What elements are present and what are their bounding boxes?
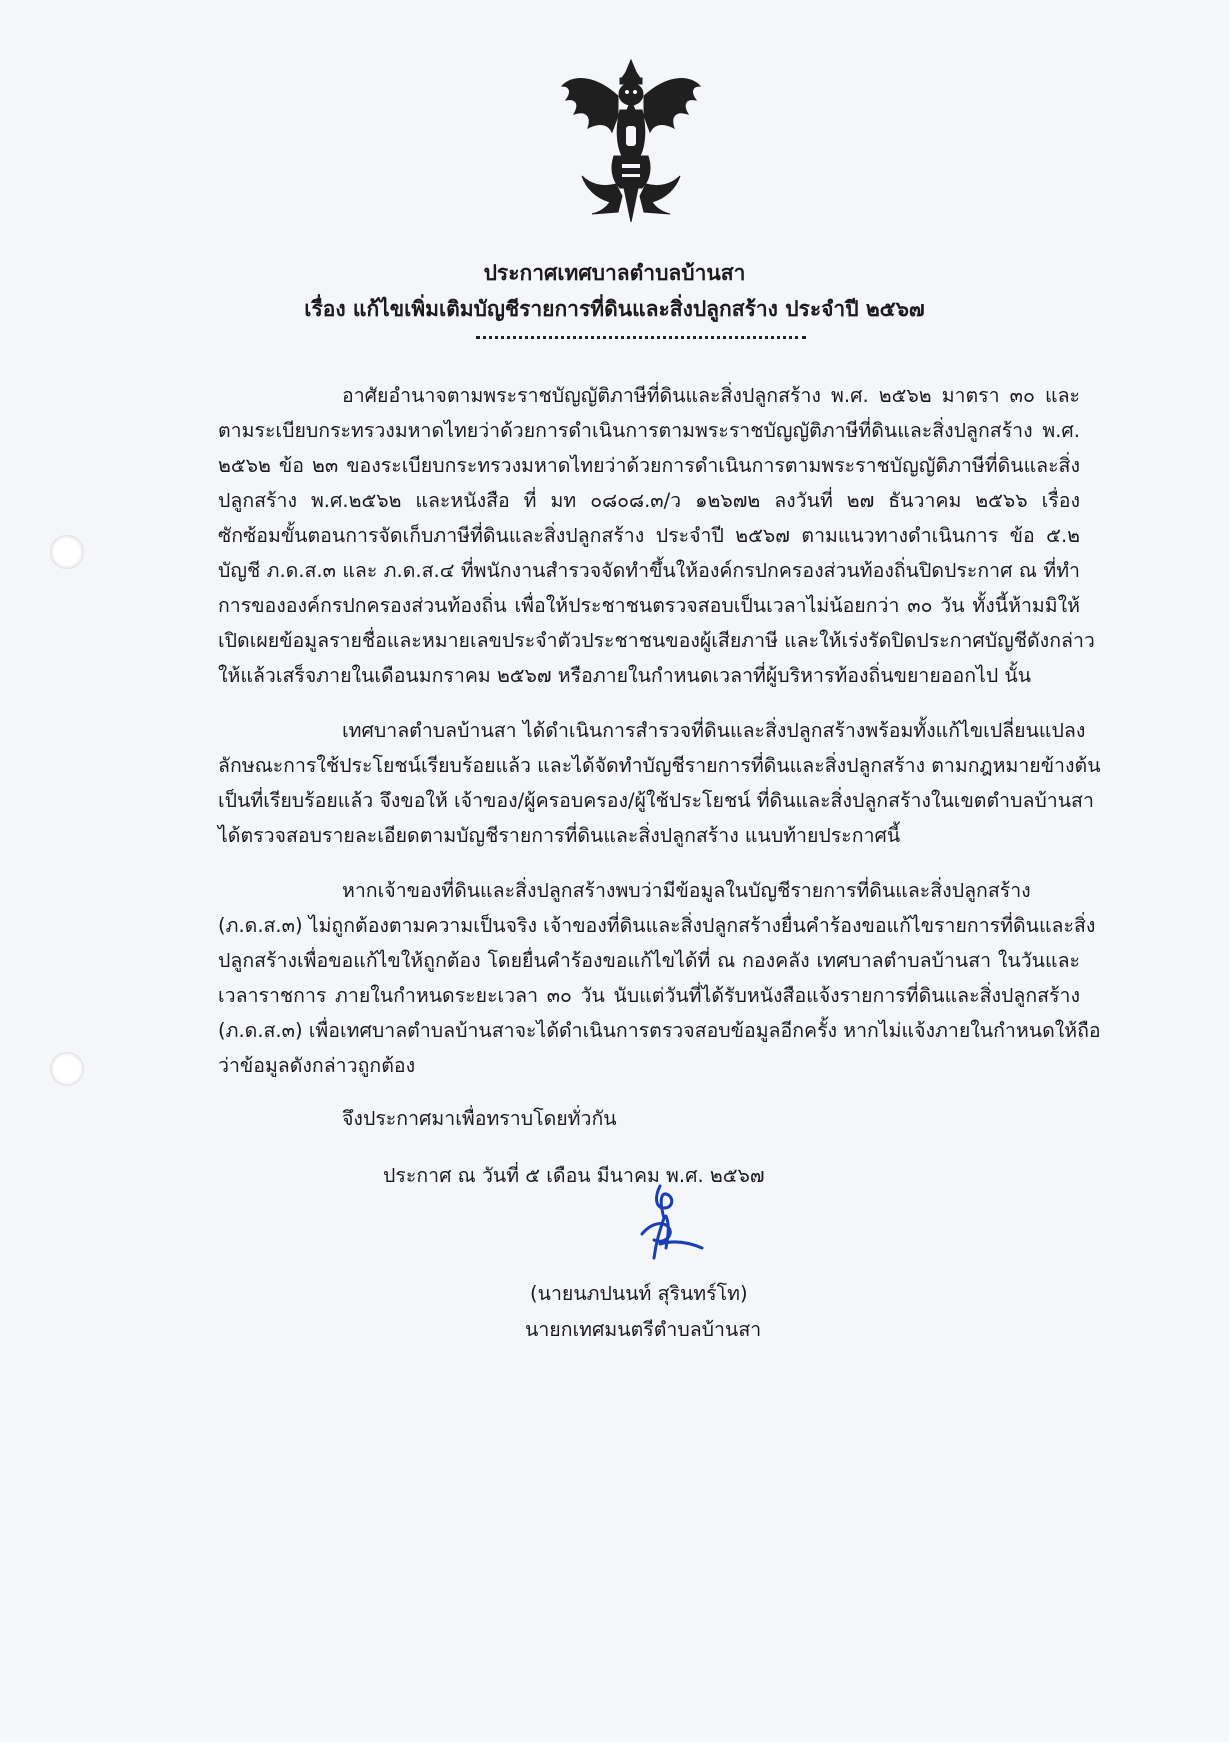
- announcement-subject: เรื่อง แก้ไขเพิ่มเติมบัญชีรายการที่ดินและสิ่งปลูกสร้าง ประจำปี ๒๕๖๗: [304, 297, 925, 321]
- paragraph-line: (ภ.ด.ส.๓) ไม่ถูกต้องตามความเป็นจริง เจ้าของที่ดินและสิ่งปลูกสร้างยื่นคำร้องขอแก้ไขรายการที่ดินและสิ่ง: [218, 914, 1096, 937]
- paragraph-line: เป็นที่เรียบร้อยแล้ว จึงขอให้ เจ้าของ/ผู้ครอบครอง/ผู้ใช้ประโยชน์ ที่ดินและสิ่งปลูกสร้างในเขตตำบลบ้านสา: [218, 789, 1094, 812]
- paragraph-line: ตามระเบียบกระทรวงมหาดไทยว่าด้วยการดำเนินการตามพระราชบัญญัติภาษีที่ดินและสิ่งปลูกสร้าง พ.ศ.: [218, 419, 1080, 442]
- paragraph-survey: [218, 713, 1101, 853]
- paragraph-line: เวลาราชการ ภายในกำหนดระยะเวลา ๓๐ วัน นับแต่วันที่ได้รับหนังสือแจ้งรายการที่ดินและสิ่งปลูกสร้าง: [218, 984, 1080, 1007]
- paragraph-line: ว่าข้อมูลดังกล่าวถูกต้อง: [218, 1054, 416, 1077]
- paragraph-line: หากเจ้าของที่ดินและสิ่งปลูกสร้างพบว่ามีข้อมูลในบัญชีรายการที่ดินและสิ่งปลูกสร้าง: [342, 879, 1031, 902]
- paragraph-line: ซักซ้อมขั้นตอนการจัดเก็บภาษีที่ดินและสิ่งปลูกสร้าง ประจำปี ๒๕๖๗ ตามแนวทางดำเนินการ ข้อ ๕.๒: [218, 524, 1080, 547]
- closing-statement: จึงประกาศมาเพื่อทราบโดยทั่วกัน: [342, 1107, 617, 1130]
- announcement-date: ประกาศ ณ วันที่ ๕ เดือน มีนาคม พ.ศ. ๒๕๖๗: [383, 1164, 765, 1187]
- punch-hole-bottom: [50, 1052, 84, 1086]
- paragraph-line: ปลูกสร้าง พ.ศ.๒๕๖๒ และหนังสือ ที่ มท ๐๘๐๘.๓/ว ๑๒๖๗๒ ลงวันที่ ๒๗ ธันวาคม ๒๕๖๖ เรื่อง: [218, 489, 1080, 512]
- punch-hole-top: [50, 535, 84, 569]
- paragraph-objection: [218, 873, 1101, 1083]
- paragraph-line: ๒๕๖๒ ข้อ ๒๓ ของระเบียบกระทรวงมหาดไทยว่าด้วยการดำเนินการตามพระราชบัญญัติภาษีที่ดินและสิ่ง: [218, 454, 1080, 477]
- signer-name: (นายนภปนนท์ สุรินทร์โท): [530, 1282, 748, 1305]
- paragraph-line: อาศัยอำนาจตามพระราชบัญญัติภาษีที่ดินและสิ่งปลูกสร้าง พ.ศ. ๒๕๖๒ มาตรา ๓๐ และ: [342, 384, 1080, 407]
- title-divider: [476, 336, 806, 339]
- announcement-title: ประกาศเทศบาลตำบลบ้านสา: [483, 261, 746, 285]
- paragraph-line: เปิดเผยข้อมูลรายชื่อและหมายเลขประจำตัวประชาชนของผู้เสียภาษี และให้เร่งรัดปิดประกาศบัญชีดังกล่าว: [218, 629, 1095, 652]
- paragraph-line: (ภ.ด.ส.๓) เพื่อเทศบาลตำบลบ้านสาจะได้ดำเนินการตรวจสอบข้อมูลอีกครั้ง หากไม่แจ้งภายในกำหนดให้ถือ: [218, 1019, 1101, 1042]
- paragraph-line: บัญชี ภ.ด.ส.๓ และ ภ.ด.ส.๔ ที่พนักงานสำรวจจัดทำขึ้นให้องค์กรปกครองส่วนท้องถิ่นปิดประกาศ ณ ที่ทำ: [218, 559, 1080, 582]
- signer-title: นายกเทศมนตรีตำบลบ้านสา: [525, 1318, 762, 1341]
- garuda-emblem-icon: [556, 56, 706, 226]
- paragraph-line: ได้ตรวจสอบรายละเอียดตามบัญชีรายการที่ดินและสิ่งปลูกสร้าง แนบท้ายประกาศนี้: [218, 824, 901, 847]
- paragraph-line: เทศบาลตำบลบ้านสา ได้ดำเนินการสำรวจที่ดินและสิ่งปลูกสร้างพร้อมทั้งแก้ไขเปลี่ยนแปลง: [342, 719, 1086, 742]
- paragraph-line: ลักษณะการใช้ประโยชน์เรียบร้อยแล้ว และได้จัดทำบัญชีรายการที่ดินและสิ่งปลูกสร้าง ตามกฎหมายข้างต้น: [218, 754, 1101, 777]
- signature-icon: [630, 1178, 710, 1278]
- paragraph-line: ให้แล้วเสร็จภายในเดือนมกราคม ๒๕๖๗ หรือภายในกำหนดเวลาที่ผู้บริหารท้องถิ่นขยายออกไป นั้น: [218, 664, 1032, 687]
- paragraph-authority: [218, 378, 1095, 693]
- paragraph-line: ปลูกสร้างเพื่อขอแก้ไขให้ถูกต้อง โดยยื่นคำร้องขอแก้ไขได้ที่ ณ กองคลัง เทศบาลตำบลบ้านสา ในวันและ: [218, 949, 1080, 972]
- paragraph-line: การขององค์กรปกครองส่วนท้องถิ่น เพื่อให้ประชาชนตรวจสอบเป็นเวลาไม่น้อยกว่า ๓๐ วัน ทั้งนี้ห้ามมิให้: [218, 594, 1080, 617]
